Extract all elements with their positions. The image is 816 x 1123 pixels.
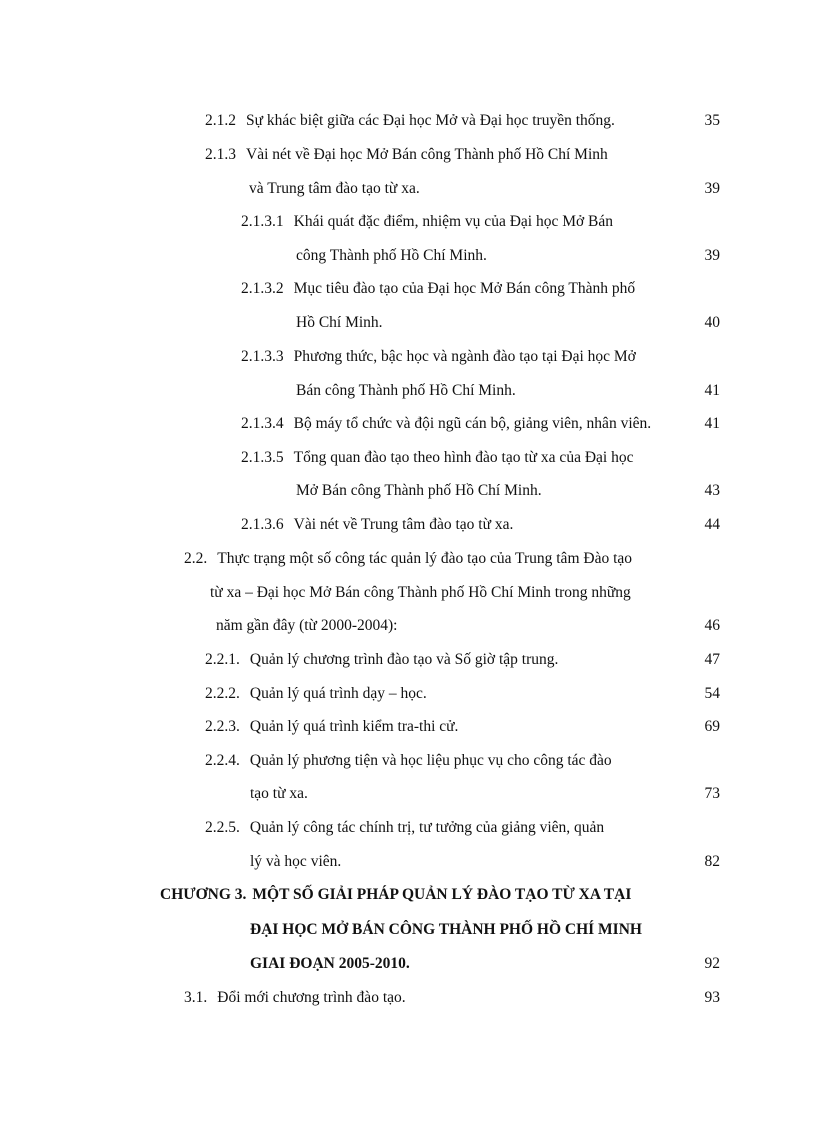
toc-entry-2-2-3	[205, 717, 458, 737]
toc-title: Quản lý quá trình dạy – học.	[249, 685, 427, 702]
toc-title: Khái quát đặc điểm, nhiệm vụ của Đại học Mở Bán	[293, 213, 614, 230]
toc-page-number: 82	[704, 853, 720, 870]
toc-chapter-title: MỘT SỐ GIẢI PHÁP QUẢN LÝ ĐÀO TẠO TỪ XA TẠI	[252, 886, 632, 903]
toc-entry-2-1-3-2	[241, 279, 635, 299]
toc-title: Tổng quan đào tạo theo hình đào tạo từ xa của Đại học	[293, 449, 634, 466]
toc-title: Thực trạng một số công tác quản lý đào tạo của Trung tâm Đào tạo	[217, 550, 633, 567]
toc-title-continuation: Bán công Thành phố Hồ Chí Minh.	[296, 382, 516, 399]
toc-chapter-3	[160, 885, 631, 905]
toc-title-continuation: Hồ Chí Minh.	[296, 314, 383, 331]
toc-page-number: 39	[704, 180, 720, 197]
toc-entry-2-2-1	[205, 650, 558, 670]
toc-entry-2-1-3-1	[241, 212, 613, 232]
toc-number: 2.1.3.3	[241, 348, 284, 365]
toc-page-number: 44	[704, 516, 720, 533]
toc-chapter-number: CHƯƠNG 3.	[160, 886, 247, 903]
toc-page-number: 39	[704, 247, 720, 264]
toc-title: Quản lý công tác chính trị, tư tưởng của giảng viên, quản	[249, 819, 605, 836]
toc-page-number: 35	[704, 112, 720, 129]
toc-title: Mục tiêu đào tạo của Đại học Mở Bán công Thành phố	[293, 280, 636, 297]
toc-number: 3.1.	[184, 989, 208, 1006]
toc-title-continuation: Mở Bán công Thành phố Hồ Chí Minh.	[296, 482, 542, 499]
toc-number: 2.2.3.	[205, 718, 240, 735]
toc-title-continuation: công Thành phố Hồ Chí Minh.	[296, 247, 487, 264]
toc-page-number: 73	[704, 785, 720, 802]
toc-entry-2-1-3-6	[241, 515, 513, 535]
toc-entry-2-2-5	[205, 818, 604, 838]
toc-page-number: 46	[704, 617, 720, 634]
toc-title: Vài nét về Trung tâm đào tạo từ xa.	[293, 516, 514, 533]
toc-title-continuation: tạo từ xa.	[250, 785, 308, 802]
toc-title: Quản lý phương tiện và học liệu phục vụ cho công tác đào	[249, 752, 612, 769]
toc-number: 2.1.3	[205, 146, 236, 163]
toc-title: Bộ máy tổ chức và đội ngũ cán bộ, giảng viên, nhân viên.	[293, 415, 652, 432]
toc-number: 2.1.3.1	[241, 213, 284, 230]
toc-title: Quản lý chương trình đào tạo và Số giờ tập trung.	[249, 651, 559, 668]
toc-page-number: 92	[704, 955, 720, 972]
toc-number: 2.1.3.6	[241, 516, 284, 533]
toc-page-number: 93	[704, 989, 720, 1006]
toc-number: 2.2.4.	[205, 752, 240, 769]
toc-title-continuation: và Trung tâm đào tạo từ xa.	[249, 180, 420, 197]
toc-number: 2.2.1.	[205, 651, 240, 668]
toc-title-continuation: lý và học viên.	[250, 853, 342, 870]
toc-title-continuation: GIAI ĐOẠN 2005-2010.	[250, 955, 410, 972]
toc-title: Quản lý quá trình kiểm tra-thi cử.	[249, 718, 459, 735]
toc-title: Sự khác biệt giữa các Đại học Mở và Đại học truyền thống.	[246, 112, 615, 129]
toc-page-number: 47	[704, 651, 720, 668]
toc-page-number: 69	[704, 718, 720, 735]
toc-page-number: 43	[704, 482, 720, 499]
toc-number: 2.1.3.2	[241, 280, 284, 297]
toc-number: 2.2.2.	[205, 685, 240, 702]
toc-page-number: 41	[704, 415, 720, 432]
toc-number: 2.2.5.	[205, 819, 240, 836]
toc-title-continuation: từ xa – Đại học Mở Bán công Thành phố Hồ Chí Minh trong những	[210, 584, 631, 601]
toc-title: Phương thức, bậc học và ngành đào tạo tại Đại học Mở	[293, 348, 636, 365]
toc-number: 2.1.3.4	[241, 415, 284, 432]
toc-number: 2.1.3.5	[241, 449, 284, 466]
toc-entry-2-1-3	[205, 145, 608, 165]
toc-title-continuation: năm gần đây (từ 2000-2004):	[216, 617, 398, 634]
toc-number: 2.1.2	[205, 112, 236, 129]
toc-title: Đổi mới chương trình đào tạo.	[217, 989, 406, 1006]
toc-number: 2.2.	[184, 550, 208, 567]
toc-title-continuation: ĐẠI HỌC MỞ BÁN CÔNG THÀNH PHỐ HỒ CHÍ MINH	[250, 921, 642, 938]
toc-page-number: 54	[704, 685, 720, 702]
toc-entry-3-1	[184, 988, 406, 1008]
toc-entry-2-1-3-4	[241, 414, 651, 434]
toc-entry-2-1-2	[205, 111, 615, 131]
toc-entry-2-2	[184, 549, 632, 569]
toc-title: Vài nét về Đại học Mở Bán công Thành phố Hồ Chí Minh	[246, 146, 608, 163]
toc-page-number: 41	[704, 382, 720, 399]
toc-entry-2-2-4	[205, 751, 612, 771]
toc-page-number: 40	[704, 314, 720, 331]
toc-entry-2-1-3-3	[241, 347, 636, 367]
toc-entry-2-2-2	[205, 684, 427, 704]
toc-entry-2-1-3-5	[241, 448, 633, 468]
